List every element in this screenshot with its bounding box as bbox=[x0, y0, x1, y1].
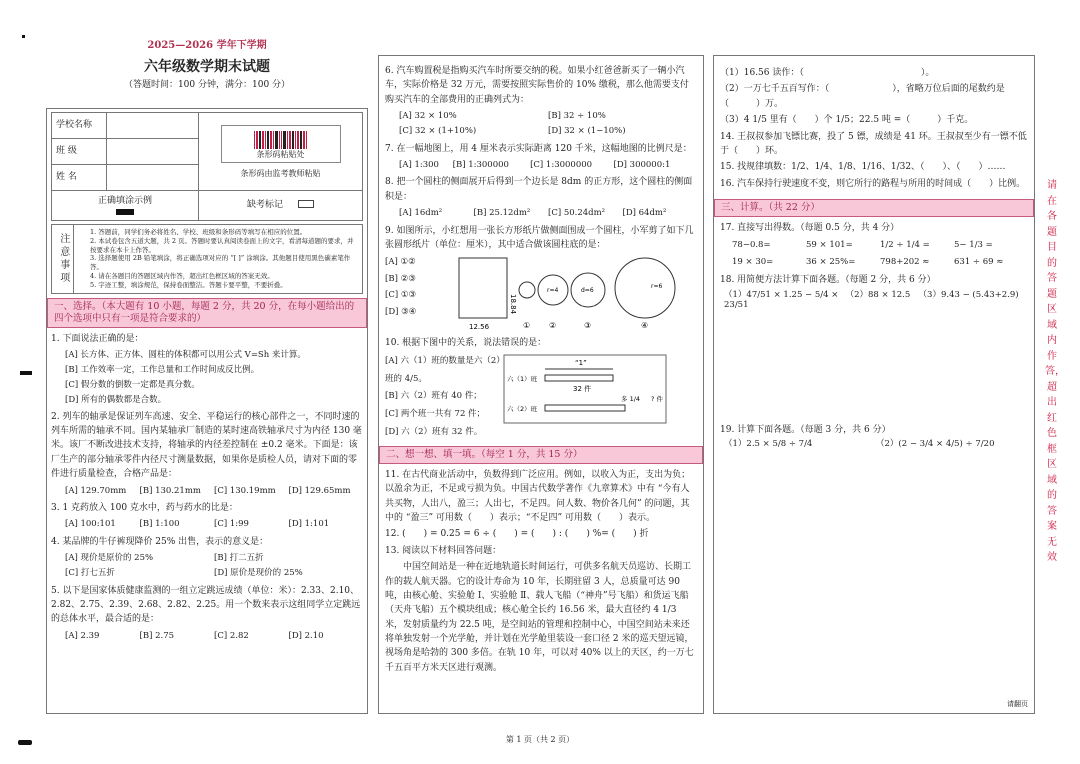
turn-page-label: 请翻页 bbox=[1007, 700, 1028, 709]
q2-options bbox=[65, 484, 363, 499]
q14-text: 14. 王叔叔参加飞镖比赛，投了 5 镖，成绩是 41 环。王叔叔至少有一镖不低于（ ）环。 bbox=[720, 131, 1027, 156]
fill-example bbox=[52, 191, 199, 221]
q9-stem: 9. 如图所示，小红想用一张长方形纸片做侧面围成一个圆柱，小军剪了如下几张圆形纸片（单位：厘米），其中适合做该圆柱底的是： bbox=[385, 225, 694, 250]
q1-stem: 1. 下面说法正确的是： bbox=[51, 333, 144, 344]
mark-1: ① bbox=[523, 321, 531, 331]
q9-option[interactable]: [A] ①② bbox=[385, 257, 416, 268]
q8-option[interactable]: [C] 50.24dm² bbox=[548, 208, 606, 219]
q13-passage: 中国空间站是一种在近地轨道长时间运行，可供多名航天员巡访、长期工作的载人航天器。它的设计寿命为 10 年，长期驻留 3 人，总质量可达 90 吨，由核心舱、实验舱 Ⅰ、实验舱 Ⅱ、载人飞船（“神舟”号飞船）和货运飞船（天舟飞船）五个模块组成；核心舱全长约 16.56 米，最大直径约 4 1/3 米，发射质量约为 22.5 吨，是空间站的管理和控制中心，中国空间站未来还将单独发射一个光学舱，并计划在光学舱里装设一套口径 2 米的巡天望远镜，视场角是哈勃的 300 多倍。在轨 10 年，可以对 40% 以上的天区，约一万七千五百平方米天区进行观测。 bbox=[385, 562, 694, 673]
q7-option[interactable]: [B] 1:300000 bbox=[452, 160, 509, 171]
name-label: 姓 名 bbox=[52, 165, 107, 191]
note-item: 1. 答题前，同学们务必将姓名、学校、班级和条形码等填写在相应的位置。 bbox=[90, 228, 307, 236]
q18-item: （3）9.43 − (5.43+2.9) bbox=[918, 289, 1019, 300]
q18-items bbox=[724, 290, 1028, 311]
q3-stem: 3. 1 克药放入 100 克水中，药与药水的比是： bbox=[51, 502, 238, 513]
q10-diagram bbox=[503, 353, 693, 425]
q10-options bbox=[385, 353, 503, 442]
q6-option[interactable]: [A] 32 × 10% bbox=[399, 111, 457, 122]
q10-option[interactable]: [D] 六（2）班有 32 件。 bbox=[385, 427, 483, 438]
label-more: 多 1/4 bbox=[621, 394, 641, 403]
student-info-table bbox=[51, 112, 363, 221]
q10-stem: 10. 根据下图中的关系，说法错误的是： bbox=[385, 338, 547, 349]
q5-options bbox=[65, 629, 363, 644]
q1-option[interactable]: [A] 长方体、正方体、圆柱的体积都可以用公式 V=Sh 来计算。 bbox=[65, 350, 306, 361]
q19-items bbox=[724, 439, 1028, 450]
note-item: 3. 选择题使用 2B 铅笔填涂，将正确选项对应的 “[ ]” 涂填涂。其他题目使用黑色碳素笔作答。 bbox=[90, 254, 351, 272]
q4-option[interactable]: [A] 现价是原价的 25% bbox=[65, 552, 154, 563]
filled-box-icon bbox=[116, 209, 134, 215]
notes-label: 注意事项 bbox=[52, 225, 74, 293]
q19-answer-space[interactable] bbox=[720, 450, 1028, 570]
q17-item: 59 × 101= bbox=[806, 240, 853, 251]
q17-item: 631 ÷ 69 ≈ bbox=[954, 257, 1004, 268]
q2-option[interactable]: [D] 129.65mm bbox=[288, 485, 351, 496]
q3-option[interactable]: [C] 1:99 bbox=[214, 519, 249, 530]
q9-option[interactable]: [B] ②③ bbox=[385, 273, 416, 284]
dim-r4: r=4 bbox=[547, 287, 559, 295]
q10-option[interactable]: [B] 六（2）班有 40 件； bbox=[385, 391, 482, 402]
bar-class2 bbox=[545, 405, 625, 411]
scan-mark bbox=[20, 371, 32, 375]
q13-sub: （2）一万七千五百写作：（ ），省略万位后面的尾数约是（ ）万。 bbox=[720, 84, 1005, 109]
label-class1: 六（1）班 bbox=[507, 374, 538, 383]
q6-option[interactable]: [B] 32 ÷ 10% bbox=[548, 111, 606, 122]
label-32: 32 件 bbox=[573, 384, 592, 393]
q6-option[interactable]: [D] 32 × (1−10%) bbox=[548, 126, 626, 137]
section-2-heading: 二、想一想、填一填。（每空 1 分，共 15 分） bbox=[379, 446, 703, 464]
q9-option[interactable]: [D] ③④ bbox=[385, 307, 417, 317]
q6-stem: 6. 汽车购置税是指购买汽车时所要交纳的税。如果小红爸爸新买了一辆小汽车，实际价格是 32 万元，需要按照实际售价的 10% 缴税，那么他需要支付购买汽车的全部费用的正确列式为： bbox=[385, 66, 689, 105]
page-footer: 第 1 页（共 2 页） bbox=[505, 735, 575, 744]
q17-item: 36 × 25%= bbox=[806, 257, 856, 268]
q19-item: （1）2.5 × 5/8 ÷ 7/4 bbox=[724, 439, 813, 450]
q19-stem: 19. 计算下面各题。（每题 3 分，共 6 分） bbox=[720, 425, 891, 436]
q8-options bbox=[399, 206, 697, 221]
q18-item: （1）47/51 × 1.25 − 5/4 × 23/51 bbox=[724, 289, 839, 311]
q17-item: 19 × 30= bbox=[732, 257, 774, 268]
school-field[interactable] bbox=[107, 113, 199, 139]
q5-option[interactable]: [A] 2.39 bbox=[65, 630, 100, 641]
q6-option[interactable]: [C] 32 × (1+10%) bbox=[399, 126, 477, 137]
q16-text: 16. 汽车保持行驶速度不变，则它所行的路程与所用的时间成（ ）比例。 bbox=[720, 178, 1026, 189]
q3-option[interactable]: [D] 1:101 bbox=[288, 519, 330, 530]
q2-option[interactable]: [A] 129.70mm bbox=[65, 485, 127, 496]
barcode-icon bbox=[222, 131, 340, 149]
q1-option[interactable]: [B] 工作效率一定，工作总量和工作时间成反比例。 bbox=[65, 365, 260, 376]
side-warning: 请在各题目的答题区域内作答，超出红色框区域的答案无效 bbox=[1045, 180, 1065, 563]
barcode-label: 条形码粘贴处 bbox=[256, 149, 305, 159]
q13-sub: （1）16.56 读作：（ ）。 bbox=[720, 68, 935, 78]
q1-option[interactable]: [C] 假分数的倒数一定都是真分数。 bbox=[65, 379, 200, 390]
fill-example-label: 正确填涂示例 bbox=[97, 195, 152, 206]
q4-option[interactable]: [D] 原价是现价的 25% bbox=[214, 568, 303, 579]
exam-title: 六年级数学期末试题 bbox=[144, 58, 270, 75]
q15-text: 15. 找规律填数：1/2、1/4、1/8、1/16、1/32、（ ）、（ ）…… bbox=[720, 162, 1006, 173]
q17-item: 5− 1/3 = bbox=[954, 240, 993, 251]
exam-time: （答题时间：100 分钟，满分：100 分） bbox=[123, 80, 291, 90]
q4-options bbox=[65, 551, 363, 582]
q2-stem: 2. 列车的轴承是保证列车高速、安全、平稳运行的核心部件之一，不同时速的列车所需的轴承不同。国内某轴承厂制造的某时速高铁轴承尺寸为内径 130 毫米。该厂不断改进技术支持，将轴承的内径差控制在 ±0.2 毫米。下面是：该厂生产的部分轴承零件内径尺寸测量数据，如果你是质检人员，请对下面的零件进行质量检查，合格产品是： bbox=[51, 411, 362, 480]
dim-height: 18.84 bbox=[509, 294, 517, 315]
scan-dot bbox=[22, 35, 25, 38]
q7-option[interactable]: [D] 300000:1 bbox=[613, 160, 671, 171]
q10-option[interactable]: [C] 两个班一共有 72 件； bbox=[385, 409, 486, 420]
mark-4: ④ bbox=[641, 321, 649, 331]
mark-2: ② bbox=[549, 321, 557, 331]
absent-label: 缺考标记 bbox=[247, 199, 284, 210]
dim-r6: r=6 bbox=[651, 283, 663, 291]
q5-option[interactable]: [B] 2.75 bbox=[139, 630, 175, 641]
q2-option[interactable]: [B] 130.21mm bbox=[139, 485, 201, 496]
section-1-heading: 一、选择。（本大题有 10 小题，每题 2 分，共 20 分，在每小题给出的四个选项中只有一项是符合要求的） bbox=[47, 298, 367, 328]
q9-options bbox=[385, 254, 455, 334]
circle-4 bbox=[615, 258, 675, 318]
q10-body bbox=[385, 353, 697, 442]
q2-option[interactable]: [C] 130.19mm bbox=[214, 485, 276, 496]
column-1 bbox=[46, 108, 368, 714]
q5-option[interactable]: [C] 2.82 bbox=[214, 630, 249, 641]
q18-stem: 18. 用简便方法计算下面各题。（每题 2 分，共 6 分） bbox=[720, 275, 936, 286]
label-one: “1” bbox=[575, 358, 587, 367]
q4-option[interactable]: [C] 打七五折 bbox=[65, 568, 115, 579]
exam-header bbox=[46, 40, 368, 91]
q13-sub: （3）4 1/5 里有（ ）个 1/5；22.5 吨 =（ ）千克。 bbox=[720, 115, 974, 126]
circle-1 bbox=[519, 282, 535, 298]
barcode-area bbox=[199, 113, 363, 191]
q13-title: 13. 阅读以下材料回答问题： bbox=[385, 545, 502, 556]
q18-answer-space[interactable] bbox=[720, 311, 1028, 421]
label-class2: 六（2）班 bbox=[507, 404, 538, 413]
q18-item: （2）88 × 12.5 bbox=[845, 289, 911, 300]
q12-text: 12. ( ) = 0.25 = 6 ÷ ( ) = ( ) : ( ) %= ( ) 折 bbox=[385, 529, 649, 540]
q7-option[interactable]: [C] 1:3000000 bbox=[530, 160, 593, 171]
q8-option[interactable]: [D] 64dm² bbox=[622, 208, 667, 219]
label-unknown: ? 件 bbox=[651, 394, 664, 403]
q3-option[interactable]: [B] 1:100 bbox=[139, 519, 180, 530]
q7-stem: 7. 在一幅地图上，用 4 厘米表示实际距离 120 千米，这幅地图的比例尺是： bbox=[385, 143, 692, 154]
note-item: 4. 请在各题目的答题区域内作答，超出红色框区域的答案无效。 bbox=[90, 271, 274, 280]
q1-option[interactable]: [D] 所有的偶数都是合数。 bbox=[65, 394, 167, 405]
q11-text: 11. 在古代商业活动中，负数得到广泛应用。例如，以收入为正，支出为负；以盈余为正，不足或亏损为负。中国古代数学著作《九章算术》中有 “今有人共买物，人出八，盈三；人出七，不足四。问人数、物价各几何” 的问题，其中的 “盈三” 可用数（ ）表示；“不足四” 可用数（ ）表示。 bbox=[385, 469, 691, 523]
absent-checkbox[interactable] bbox=[298, 200, 314, 208]
q17-item: 1/2 ÷ 1/4 = bbox=[880, 240, 930, 251]
section-3-heading: 三、计算。（共 22 分） bbox=[714, 199, 1034, 217]
mark-3: ③ bbox=[584, 321, 592, 331]
barcode-note: 条形码由监考教师粘贴 bbox=[240, 168, 321, 178]
q17-item: 78−0.8= bbox=[732, 240, 771, 251]
q4-option[interactable]: [B] 打二五折 bbox=[214, 552, 264, 563]
note-item: 5. 字迹工整，填涂规范，保持卷面整洁。答题卡要平整，不要折叠。 bbox=[90, 280, 287, 289]
q6-options bbox=[399, 109, 697, 140]
bar-class1 bbox=[545, 375, 613, 381]
absent-mark bbox=[199, 191, 363, 221]
q19-item: （2）(2 − 3/4 × 4/5) ÷ 7/20 bbox=[876, 439, 995, 450]
column-3 bbox=[713, 55, 1035, 714]
q9-figure bbox=[455, 254, 695, 334]
dim-d6: d=6 bbox=[581, 287, 594, 295]
name-field[interactable] bbox=[107, 165, 199, 191]
class-label: 班 级 bbox=[52, 139, 107, 165]
q5-option[interactable]: [D] 2.10 bbox=[288, 630, 324, 641]
q3-options bbox=[65, 517, 363, 532]
q10-option[interactable]: [A] 六（1）班的数量是六（2）班的 4/5。 bbox=[385, 355, 501, 384]
q8-option[interactable]: [B] 25.12dm² bbox=[473, 208, 531, 219]
q4-stem: 4. 某品牌的牛仔裤现降价 25% 出售，表示的意义是： bbox=[51, 536, 269, 547]
term-label: 2025—2026 学年下学期 bbox=[147, 40, 267, 51]
q5-stem: 5. 以下是国家体质健康监测的一组立定跳远成绩（单位：米）：2.33、2.10、2.82、2.75、2.39、2.68、2.82、2.25。用一个数来表示这组同学立定跳远的总体水平，最合适的是： bbox=[51, 585, 361, 625]
q8-option[interactable]: [A] 16dm² bbox=[399, 208, 443, 219]
q7-option[interactable]: [A] 1:300 bbox=[399, 160, 439, 171]
q17-items bbox=[732, 237, 1028, 271]
notes-box bbox=[51, 224, 363, 294]
class-field[interactable] bbox=[107, 139, 199, 165]
note-item: 2. 本试卷包含五道大题，共 2 页。答题时要认真阅读卷面上的文字，看清每道题的要求，并按要求在本卡上作答。 bbox=[90, 236, 354, 254]
column-2 bbox=[378, 55, 704, 714]
q3-option[interactable]: [A] 100:101 bbox=[65, 519, 116, 530]
school-label: 学校名称 bbox=[52, 113, 107, 139]
q8-stem: 8. 把一个圆柱的侧面展开后得到一个边长是 8dm 的正方形，这个圆柱的侧面积是： bbox=[385, 177, 693, 202]
dim-width: 12.56 bbox=[469, 323, 490, 332]
q9-option[interactable]: [C] ①③ bbox=[385, 290, 417, 301]
q17-stem: 17. 直接写出得数。（每题 0.5 分，共 4 分） bbox=[720, 223, 900, 233]
q9-body bbox=[385, 254, 697, 334]
q7-options bbox=[399, 158, 697, 173]
paper-rect bbox=[459, 258, 507, 318]
q17-item: 798+202 ≈ bbox=[880, 257, 930, 268]
